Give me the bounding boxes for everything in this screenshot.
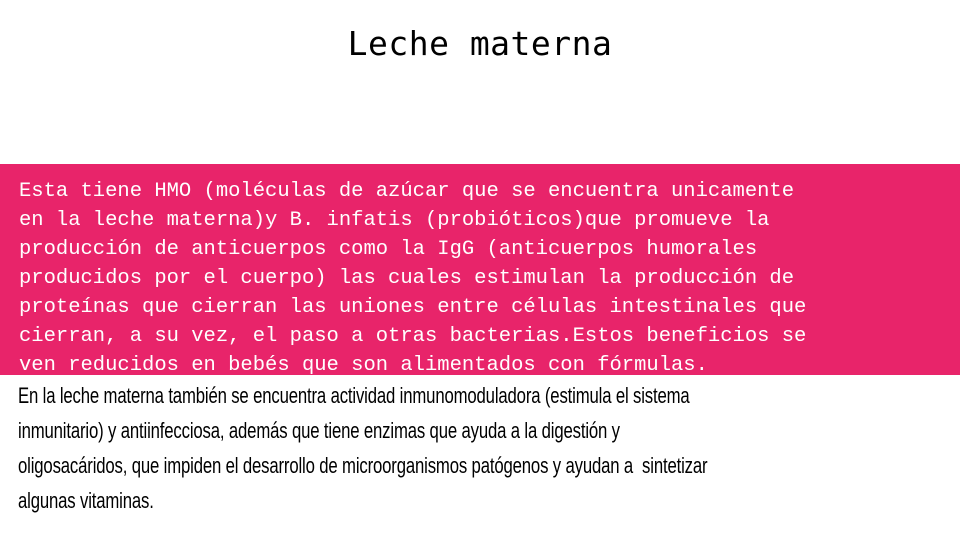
highlight-text: Esta tiene HMO (moléculas de azúcar que se encuentra unicamente en la leche materna)y B. infatis (probióticos)que promueve la producción de anticuerpos como la IgG (anticuerpos humorales producidos por el cuerpo) las cuales estimulan la producción de proteínas que cierran las uniones entre células intestinales que cierran, a su vez, el paso a otras bacterias.Estos beneficios se ven reducidos en bebés que son alimentados con fórmulas.	[19, 180, 807, 375]
body-paragraph: En la leche materna también se encuentra actividad inmunomoduladora (estimula el sistema inmunitario) y antiinfecciosa, además que tiene enzimas que ayuda a la digestión y oligosacáridos, que impiden el desarrollo de microorganismos patógenos y ayudan a sintetizar algunas vitaminas.	[18, 383, 708, 513]
highlight-box	[0, 164, 960, 375]
slide-title: Leche materna	[347, 24, 613, 63]
